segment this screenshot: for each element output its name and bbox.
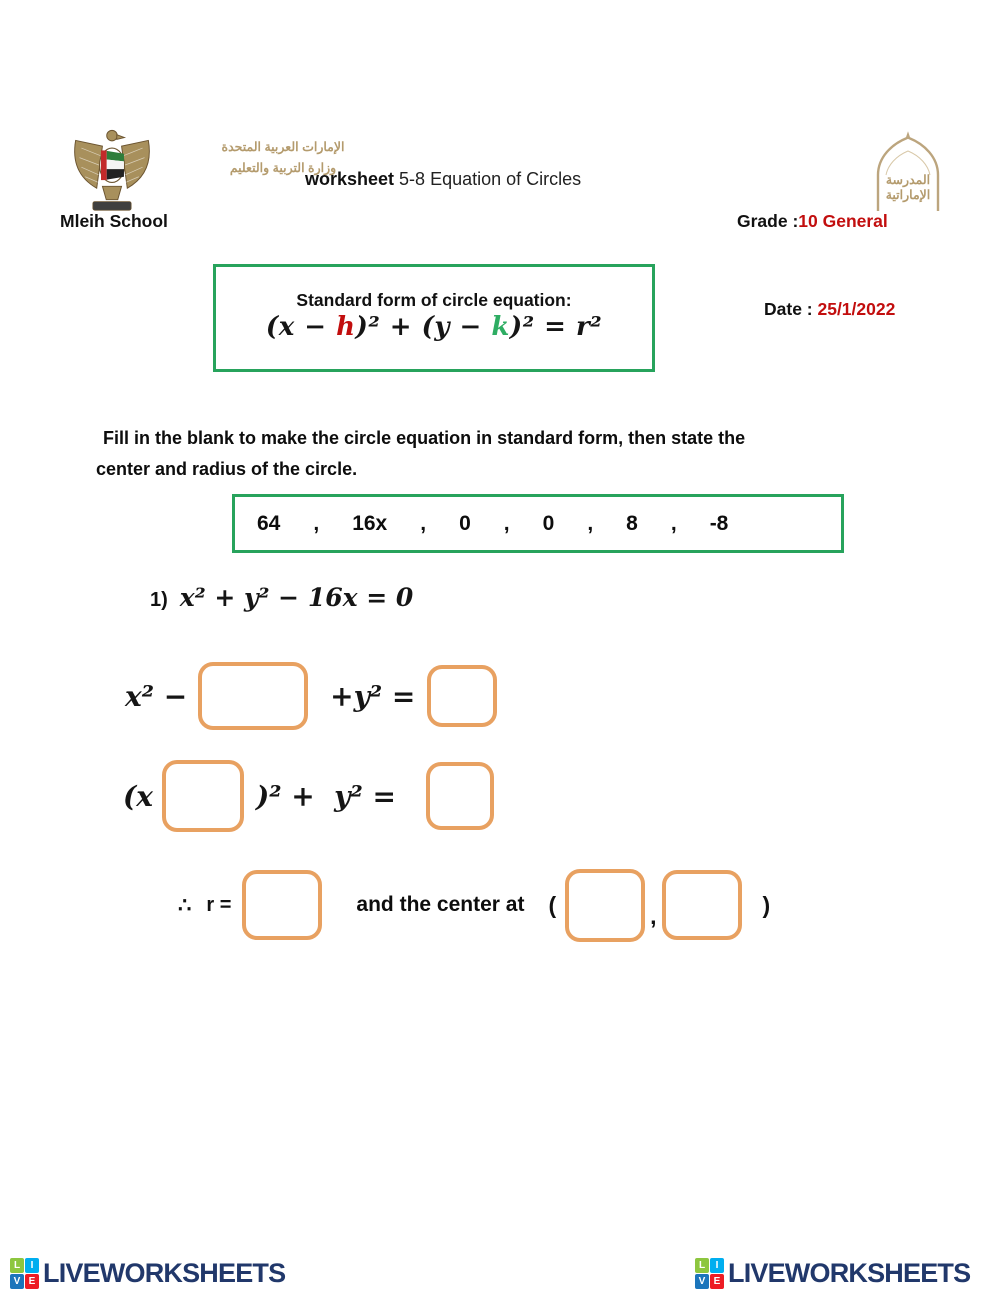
icon-letter-l: L [10,1258,24,1273]
icon-letter-l: L [695,1258,709,1273]
problem-equation: x² + y² − 16x = 0 [179,583,414,612]
word-bank-item: -8 [709,511,729,535]
formula-k: k [491,312,510,342]
icon-letter-i: I [710,1258,724,1273]
date-line [764,299,895,320]
liveworksheets-icon [10,1258,39,1289]
row1-mid: +y² = [330,679,416,713]
icon-letter-v: V [695,1274,709,1289]
word-bank-separator: , [587,511,594,535]
word-bank [232,494,844,553]
icon-letter-e: E [710,1274,724,1289]
icon-letter-e: E [25,1274,39,1289]
uae-ministry-emblem-icon [64,127,160,215]
word-bank-separator: , [670,511,677,535]
answer-box-center-y[interactable] [662,870,742,940]
liveworksheets-logo-right [695,1258,970,1289]
icon-letter-i: I [25,1258,39,1273]
school-logo-line1: المدرسة [885,173,931,187]
date-label: Date : [764,299,818,319]
grade-line [737,211,888,232]
row2-mid: )² + y² = [255,779,396,813]
open-paren: ( [548,891,557,918]
grade-value: 10 General [798,211,888,231]
worksheet-title [305,169,581,190]
word-bank-item: 64 [257,511,281,535]
problem-1 [150,583,413,612]
instruction-line2: center and radius of the circle. [96,459,358,479]
radius-label: r = [206,893,232,916]
word-bank-item: 0 [459,511,471,535]
row2-lhs: (x [123,779,153,813]
center-text: and the center at [356,893,525,916]
standard-form-formula [216,312,652,342]
ministry-name-line2: وزارة التربية والتعليم [229,161,337,175]
liveworksheets-wordmark: LIVEWORKSHEETS [43,1258,286,1288]
answer-box-row1-b[interactable] [427,665,497,727]
answer-box-center-x[interactable] [565,869,645,942]
icon-letter-v: V [10,1274,24,1289]
word-bank-item: 16x [352,511,388,535]
row1-lhs: x² − [125,679,188,713]
formula-part2: )² + (y − [355,312,492,342]
work-row-3 [178,866,770,944]
close-paren: ) [762,891,771,918]
answer-box-row1-a[interactable] [198,662,308,730]
liveworksheets-wordmark: LIVEWORKSHEETS [728,1258,971,1288]
formula-h: h [336,312,356,342]
worksheet-title-rest: 5-8 Equation of Circles [394,169,582,189]
standard-form-title: Standard form of circle equation: [296,290,572,310]
worksheet-title-bold: worksheet [305,169,395,189]
school-logo-line2: الإماراتية [885,188,931,202]
date-value: 25/1/2022 [817,299,896,319]
answer-box-radius[interactable] [242,870,322,940]
formula-part3: )² = r² [509,312,603,342]
answer-box-row2-b[interactable] [426,762,494,830]
word-bank-item: 0 [542,511,555,535]
work-row-2 [123,757,494,835]
word-bank-separator: , [313,511,320,535]
work-row-1 [125,660,497,732]
formula-part1: (x − [265,312,337,342]
comma: , [650,903,657,929]
grade-label: Grade : [737,211,799,231]
school-name: Mleih School [60,211,168,231]
problem-number: 1) [150,589,168,611]
therefore-symbol: ∴ [178,893,192,917]
liveworksheets-logo-left [10,1258,285,1289]
liveworksheets-icon [695,1258,724,1289]
standard-form-box [213,264,655,372]
school-logo-arabic [866,173,950,203]
instruction-line1: Fill in the blank to make the circle equation in standard form, then state the [103,428,746,448]
word-bank-separator: , [420,511,427,535]
word-bank-separator: , [503,511,510,535]
emirati-school-logo [866,131,950,215]
instruction-text [96,423,946,485]
ministry-name-line1: الإمارات العربية المتحدة [221,140,345,154]
answer-box-row2-a[interactable] [162,760,244,832]
word-bank-item: 8 [626,511,638,535]
